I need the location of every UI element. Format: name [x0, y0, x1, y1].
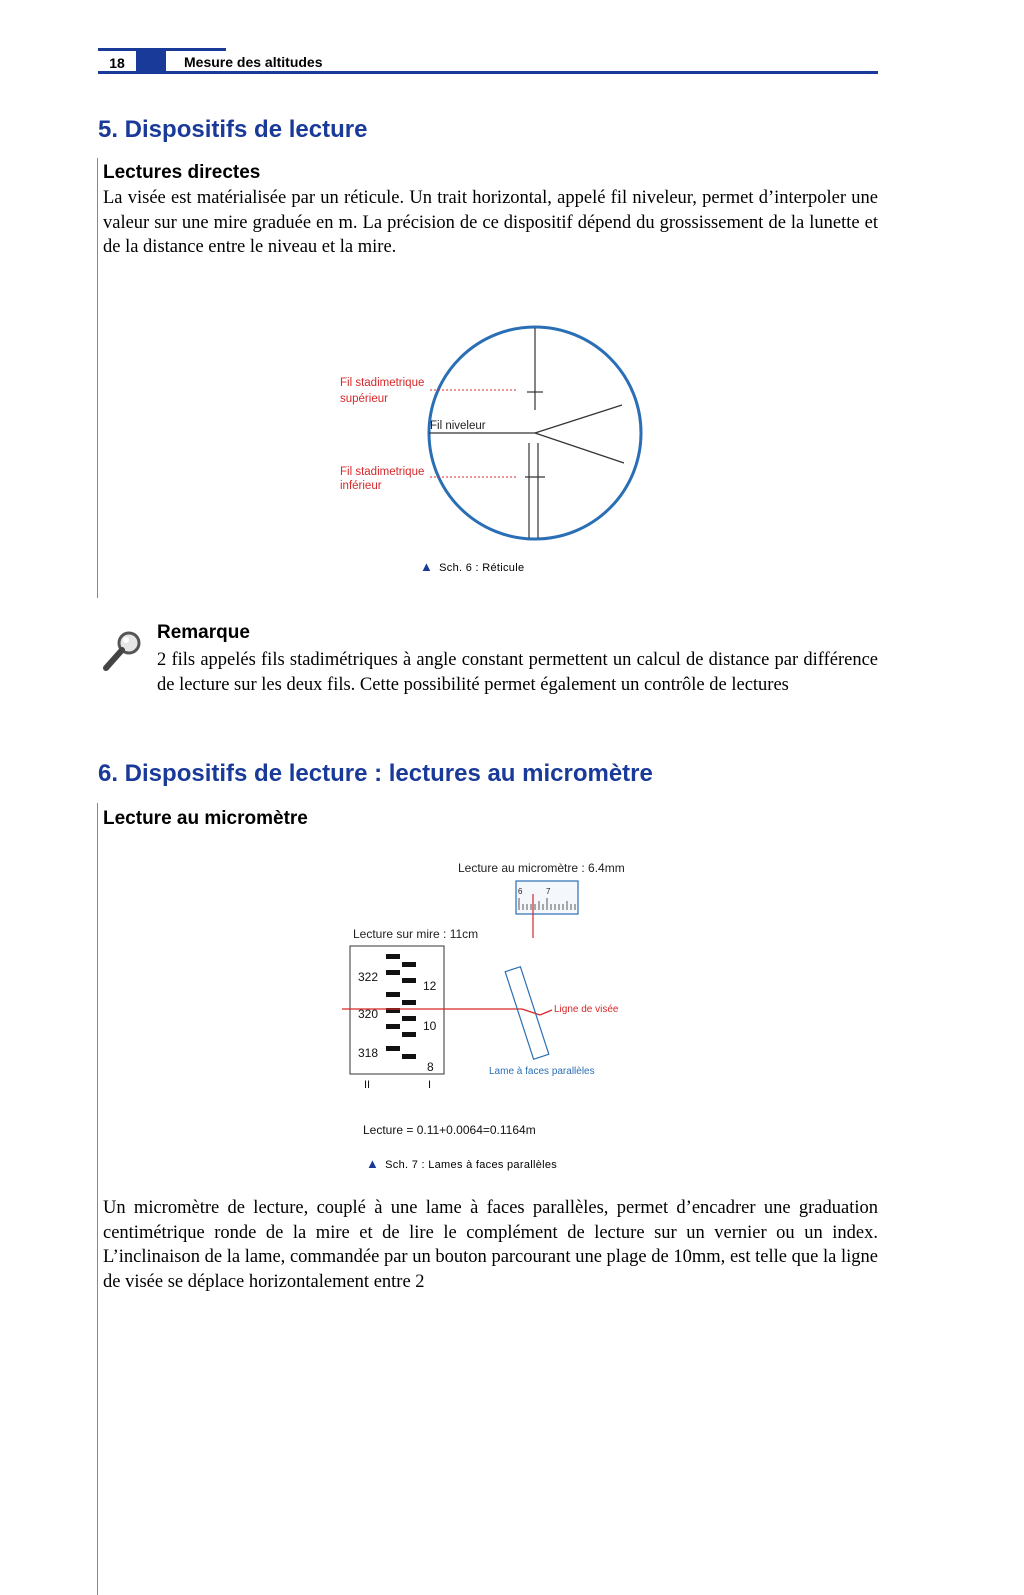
section-5-title: 5. Dispositifs de lecture — [98, 116, 368, 143]
header-accent-block — [136, 48, 166, 73]
label-upper-stadia-1: Fil stadimetrique — [340, 377, 425, 389]
label-upper-stadia-2: supérieur — [340, 393, 388, 405]
section-5-margin-line — [97, 158, 98, 598]
magnifier-icon — [100, 628, 146, 674]
staff-value-10: 10 — [423, 1019, 437, 1033]
caption-triangle-icon: ▲ — [420, 559, 434, 574]
remark-text: 2 fils appelés fils stadimétriques à angle constant permettent un calcul de distance par différence de lecture sur les deux fils. Cette possibilité permet également un contrôle de lectures — [157, 650, 878, 695]
micrometer-reading-label: Lecture au micromètre : 6.4mm — [458, 861, 625, 875]
reading-formula: Lecture = 0.11+0.0064=0.1164m — [363, 1123, 536, 1137]
header-title-rule — [166, 48, 226, 51]
section-6-margin-line — [97, 803, 98, 1595]
section-5-paragraph: La visée est matérialisée par un réticule. Un trait horizontal, appelé fil niveleur, permet d’interpoler une valeur sur une mire graduée en m. La précision de ce dispositif dépend du grossissement de la lunette et de la distance entre le niveau et la mire. — [103, 188, 878, 257]
micrometer-tick-7: 7 — [546, 887, 551, 896]
staff-value-320: 320 — [358, 1007, 379, 1021]
figure-6-caption: ▲ Sch. 6 : Réticule — [420, 559, 525, 574]
sight-line-refracted — [522, 1009, 540, 1015]
micrometer-figure — [330, 850, 670, 1150]
page-number: 18 — [109, 55, 125, 71]
staff-value-318: 318 — [358, 1046, 379, 1060]
section-6-paragraph: Un micromètre de lecture, couplé à une lame à faces parallèles, permet d’encadrer une graduation centimétrique ronde de la mire et de lire le complément de lecture sur un vernier ou un index. L’inclinaison de la lame, commandée par un bouton parcourant une plage de 10mm, est telle que la ligne de visée se déplace horizontalement entre 2 — [103, 1198, 878, 1292]
section-5-subheading: Lectures directes — [103, 162, 261, 183]
sight-line-exit — [540, 1010, 552, 1015]
label-lower-stadia-1: Fil stadimetrique — [340, 466, 425, 478]
staff-value-8: 8 — [427, 1060, 434, 1074]
staff-column-II: II — [364, 1079, 371, 1091]
page-number-box — [98, 48, 136, 72]
wedge-lower-line — [535, 433, 624, 463]
staff-reading-label: Lecture sur mire : 11cm — [353, 927, 479, 941]
label-lower-stadia-2: inférieur — [340, 480, 382, 492]
reticle-figure — [320, 320, 650, 550]
running-title: Mesure des altitudes — [184, 54, 323, 70]
figure-7-caption: ▲ Sch. 7 : Lames à faces parallèles — [366, 1156, 558, 1171]
caption-triangle-icon: ▲ — [366, 1156, 380, 1171]
parallel-plate — [505, 967, 549, 1059]
staff-value-12: 12 — [423, 979, 437, 993]
header-rule — [98, 71, 878, 74]
micrometer-tick-6: 6 — [518, 887, 523, 896]
plate-label: Lame à faces parallèles — [489, 1066, 595, 1077]
staff-column-I: I — [428, 1079, 432, 1091]
label-level-line: Fil niveleur — [430, 420, 486, 432]
staff-value-322: 322 — [358, 970, 379, 984]
sight-line-label: Ligne de visée — [554, 1004, 619, 1015]
remark-title: Remarque — [157, 622, 250, 643]
section-6-subheading: Lecture au micromètre — [103, 808, 308, 829]
wedge-upper-line — [535, 405, 622, 433]
section-6-title: 6. Dispositifs de lecture : lectures au micromètre — [98, 760, 653, 787]
